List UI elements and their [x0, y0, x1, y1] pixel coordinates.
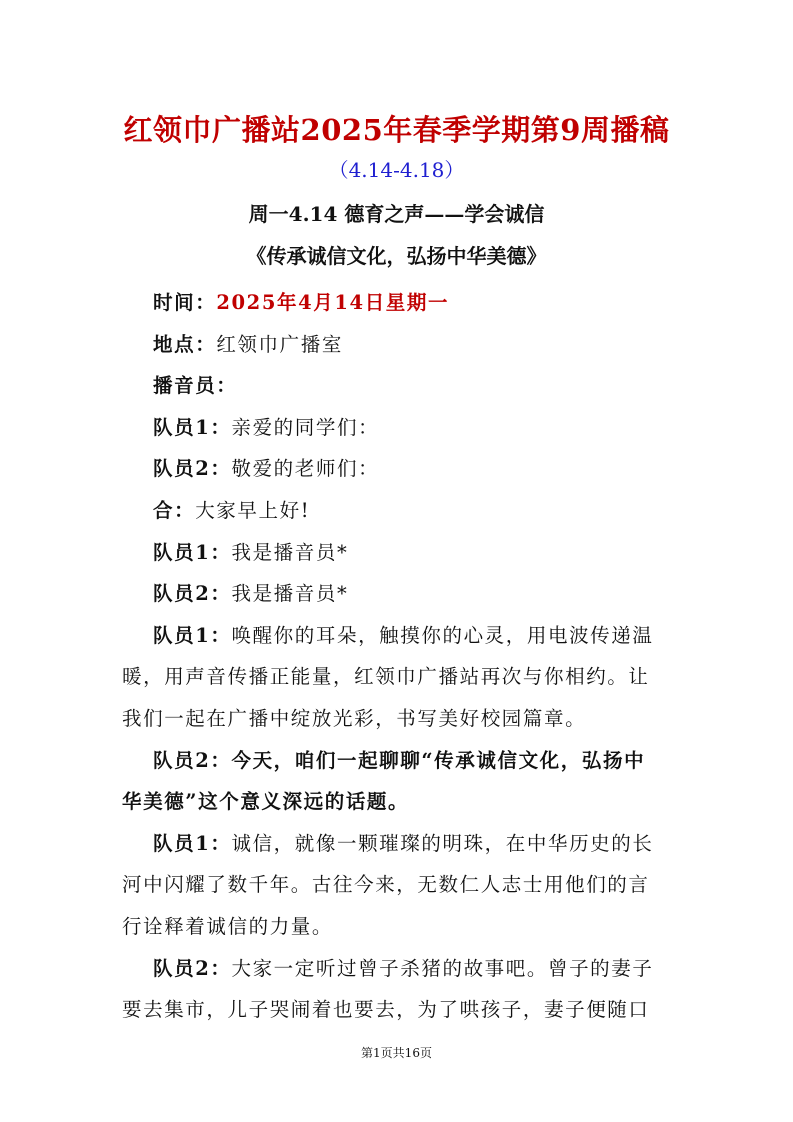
dialogue-line	[122, 948, 667, 990]
dialogue-continuation: 暖，用声音传播正能量，红领巾广播站再次与你相约。让	[122, 665, 650, 689]
document-title: 红领巾广播站2025年春季学期第9周播稿	[123, 113, 670, 147]
place-line	[122, 324, 667, 366]
dialogue-line	[122, 740, 667, 782]
dialogue-continuation: 河中闪耀了数千年。古往今来，无数仁人志士用他们的言	[122, 873, 650, 897]
dialogue-line	[122, 448, 667, 490]
speaker-label: 队员2：	[153, 582, 232, 606]
speaker-label: 队员2：	[153, 748, 232, 772]
section-subheading: 《传承诚信文化，弘扬中华美德》	[246, 244, 547, 268]
dialogue-text: 大家一定听过曾子杀猪的故事吧。曾子的妻子	[231, 956, 654, 980]
dialogue-text: 敬爱的老师们：	[231, 457, 380, 481]
speaker-label: 队员2：	[153, 457, 232, 481]
announcer-label: 播音员：	[153, 374, 238, 398]
place-value: 红领巾广播室	[216, 332, 343, 356]
dialogue-line	[122, 407, 667, 449]
dialogue-line	[122, 573, 667, 615]
dialogue-line	[122, 490, 667, 532]
document-body	[122, 282, 667, 1031]
dialogue-line	[122, 615, 667, 657]
dialogue-text: 唤醒你的耳朵，触摸你的心灵，用电波传递温	[231, 623, 654, 647]
dialogue-continuation: 要去集市，儿子哭闹着也要去，为了哄孩子，妻子便随口	[122, 998, 650, 1022]
dialogue-text: 今天，咱们一起聊聊“传承诚信文化，弘扬中	[231, 748, 646, 772]
speaker-label: 队员1：	[153, 623, 232, 647]
dialogue-continuation: 我们一起在广播中绽放光彩，书写美好校园篇章。	[122, 706, 587, 730]
section-heading: 周一4.14 德育之声——学会诚信	[248, 202, 545, 226]
dialogue-continuation: 华美德”这个意义深远的话题。	[122, 790, 410, 814]
page-footer: 第1页共16页	[361, 1046, 432, 1060]
date-range: （4.14-4.18）	[328, 158, 465, 182]
speaker-label: 队员1：	[153, 540, 232, 564]
dialogue-line	[122, 823, 667, 865]
speaker-label: 合：	[153, 498, 196, 522]
speaker-label: 队员1：	[153, 831, 232, 855]
speaker-label: 队员2：	[153, 956, 232, 980]
dialogue-text: 大家早上好!	[195, 498, 311, 522]
dialogue-text: 我是播音员*	[231, 540, 349, 564]
time-line	[122, 282, 667, 324]
speaker-label: 队员1：	[153, 415, 232, 439]
announcer-line	[122, 365, 667, 407]
place-label: 地点：	[153, 332, 217, 356]
dialogue-continuation: 行诠释着诚信的力量。	[122, 914, 334, 938]
time-value: 2025年4月14日星期一	[216, 291, 450, 314]
dialogue-text: 诚信，就像一颗璀璨的明珠，在中华历史的长	[231, 831, 654, 855]
time-label: 时间：	[153, 291, 217, 314]
dialogue-text: 我是播音员*	[231, 582, 349, 606]
dialogue-text: 亲爱的同学们：	[231, 415, 380, 439]
dialogue-line	[122, 532, 667, 574]
